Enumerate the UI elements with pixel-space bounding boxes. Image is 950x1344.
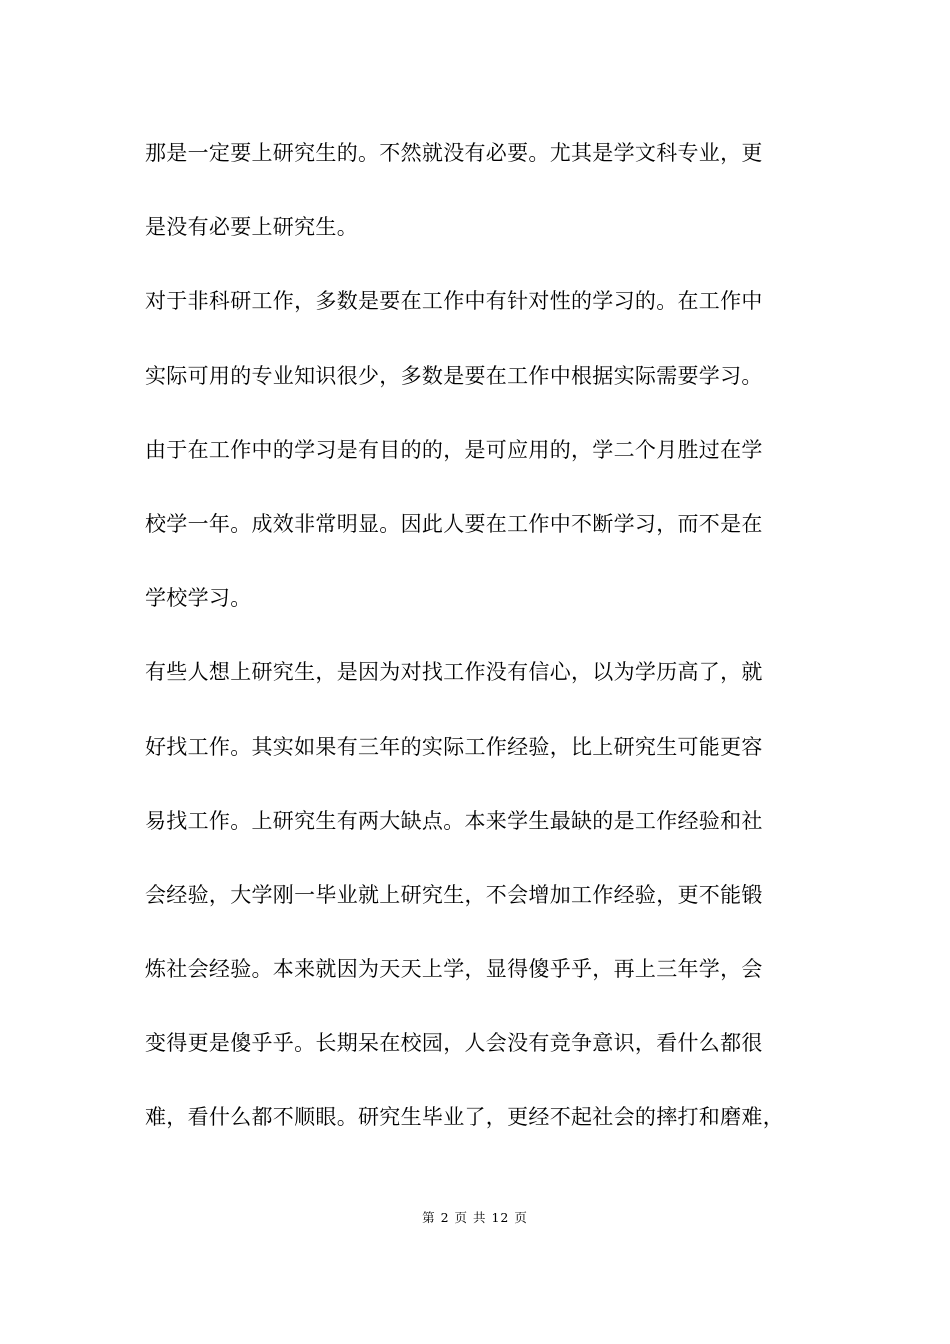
body-text (145, 133, 815, 1172)
text-line: 难，看什么都不顺眼。研究生毕业了，更经不起社会的摔打和磨难， (145, 1105, 784, 1130)
page-number: 第 2 页 共 12 页 (422, 1210, 528, 1225)
text-line: 校学一年。成效非常明显。因此人要在工作中不断学习，而不是在 (145, 511, 763, 536)
text-line: 是没有必要上研究生。 (145, 215, 358, 240)
text-line: 有些人想上研究生，是因为对找工作没有信心，以为学历高了，就 (145, 660, 763, 685)
text-line: 由于在工作中的学习是有目的的，是可应用的，学二个月胜过在学 (145, 437, 763, 462)
page-footer (0, 1208, 950, 1228)
text-line: 变得更是傻乎乎。长期呆在校园，人会没有竞争意识，看什么都很 (145, 1031, 763, 1056)
text-line: 炼社会经验。本来就因为天天上学，显得傻乎乎，再上三年学，会 (145, 957, 763, 982)
text-line: 学校学习。 (145, 586, 252, 611)
text-line: 实际可用的专业知识很少，多数是要在工作中根据实际需要学习。 (145, 363, 763, 388)
text-line: 易找工作。上研究生有两大缺点。本来学生最缺的是工作经验和社 (145, 808, 763, 833)
text-line: 会经验，大学刚一毕业就上研究生，不会增加工作经验，更不能锻 (145, 882, 763, 907)
text-line: 对于非科研工作，多数是要在工作中有针对性的学习的。在工作中 (145, 289, 763, 314)
text-line: 好找工作。其实如果有三年的实际工作经验，比上研究生可能更容 (145, 734, 763, 759)
text-line: 那是一定要上研究生的。不然就没有必要。尤其是学文科专业，更 (145, 141, 763, 165)
